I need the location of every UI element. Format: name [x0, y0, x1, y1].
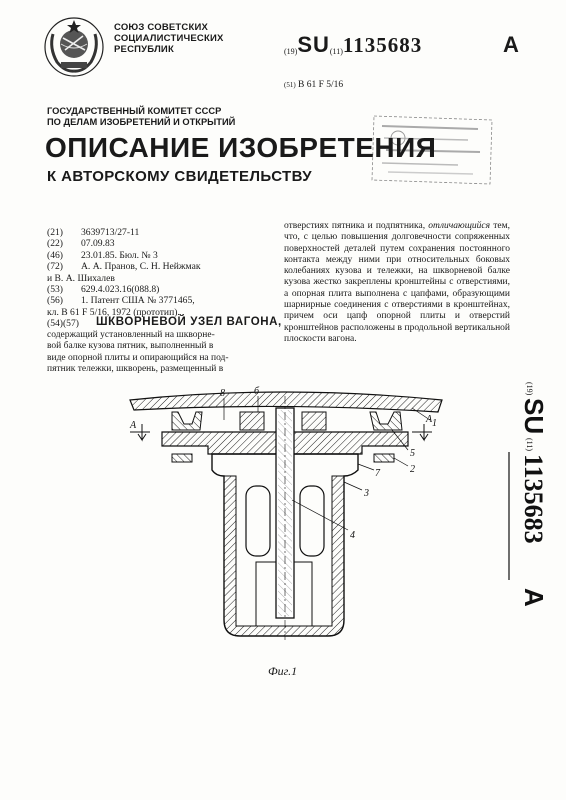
abstract-line: виде опорной плиты и опирающийся на под- [47, 352, 229, 363]
figure-caption: Фиг.1 [268, 664, 298, 678]
ipc-classification [284, 80, 343, 90]
field-code: (21) [47, 227, 63, 238]
country-line: РЕСПУБЛИК [114, 44, 174, 55]
udc-code: 629.4.023.16(088.8) [81, 284, 160, 296]
inventors: А. А. Пранов, С. Н. Нейжмак [81, 261, 201, 273]
pad-right [374, 454, 394, 462]
country-code: SU [297, 32, 330, 57]
side-publication-number [505, 380, 549, 610]
side-code-19: (19) [525, 382, 534, 396]
ipc-code: (51) [284, 81, 296, 89]
bracket-right [370, 412, 402, 430]
label-4: 4 [350, 530, 355, 541]
committee-line: ПО ДЕЛАМ ИЗОБРЕТЕНИЙ И ОТКРЫТИЙ [47, 117, 236, 127]
committee-line: ГОСУДАРСТВЕННЫЙ КОМИТЕТ СССР [47, 106, 222, 116]
cited-reference: 1. Патент США № 3771465, [81, 295, 195, 307]
leader-3 [344, 482, 362, 490]
biblio-row [47, 295, 277, 306]
application-number: 3639713/27-11 [81, 227, 140, 238]
cited-reference-continued: кл. В 61 F 5/16, 1972 (прототип). [47, 306, 180, 318]
technical-drawing [112, 386, 452, 660]
biblio-row [47, 273, 277, 284]
biblio-row [47, 238, 277, 249]
committee-name [47, 106, 235, 128]
abstract-line: содержащий установленный на шкворне- [47, 330, 215, 340]
field-code: (56) [47, 295, 63, 307]
side-kind: A [519, 588, 549, 607]
publication-number [284, 32, 422, 58]
inventors-continued: и В. А. Шихалев [47, 272, 115, 284]
ussr-emblem-icon [43, 16, 105, 78]
field-code: (72) [47, 261, 63, 273]
label-1: 1 [432, 418, 437, 429]
leader-2 [394, 458, 408, 466]
publication-date: 23.01.85. Бюл. № 3 [81, 249, 158, 261]
country-line: СОЦИАЛИСТИЧЕСКИХ [114, 33, 224, 44]
country-name [114, 22, 234, 55]
abstract-distinguishing-term: отличающийся [428, 221, 491, 231]
label-2: 2 [410, 464, 415, 475]
label-8: 8 [220, 388, 225, 399]
abstract-left-column [47, 330, 272, 375]
filing-date: 07.09.83 [81, 238, 115, 250]
document-title: ОПИСАНИЕ ИЗОБРЕТЕНИЯ [45, 132, 437, 163]
abstract-line: пятник тележки, шкворень, размещенный в [47, 363, 224, 374]
side-number: 1135683 [519, 454, 548, 544]
label-section-left: А [130, 420, 137, 431]
pad-left [172, 454, 192, 462]
leader-7 [358, 464, 374, 470]
field-code: (53) [47, 284, 63, 296]
label-5: 5 [410, 448, 415, 459]
code-11: (11) [329, 47, 343, 56]
document-subtitle: К АВТОРСКОМУ СВИДЕТЕЛЬСТВУ [47, 168, 313, 185]
upper-plate-right [302, 412, 326, 430]
label-section-right: А [426, 414, 433, 425]
field-code: (22) [47, 238, 63, 250]
biblio-row [47, 261, 277, 272]
label-b: б [254, 386, 260, 397]
abstract-line: вой балке кузова пятник, выполненный в [47, 341, 214, 352]
abstract-text: тем, что, с целью повышения долговечности сопряженных поверхностей деталей путем сохранения постоянного контакта между ними при относительных боковых колебаниях кузова и тележки, на шкворневой балке кузова жестко закреплены кронштейны с отверстиями, а опорная плита выполнена с цапфами, образующими шарнирные соединения с отверстиями в кронштейнах, причем оси цапф опорной плиты и отверстий кронштейнов расположены в продольной вертикальной плоскости вагона. [284, 221, 511, 344]
patent-number: 1135683 [342, 33, 423, 57]
chamber-left [246, 486, 270, 556]
patent-title: ШКВОРНЕВОЙ УЗЕЛ ВАГОНА, [96, 316, 282, 328]
biblio-row [47, 284, 277, 295]
side-country: SU [519, 398, 549, 435]
ipc-class: B 61 F 5/16 [298, 80, 344, 90]
biblio-row [47, 227, 277, 238]
upper-plate-left [240, 412, 264, 430]
bibliographic-data [47, 227, 277, 318]
side-code-11: (11) [525, 438, 534, 452]
title-field-codes: (54)(57) [47, 318, 79, 329]
code-19: (19) [284, 47, 298, 56]
bracket-left [172, 412, 202, 430]
label-3: 3 [364, 488, 369, 499]
biblio-row [47, 250, 277, 261]
country-line: СОЮЗ СОВЕТСКИХ [114, 22, 209, 33]
abstract-text: отверстиях пятника и подпятника, [284, 221, 426, 231]
label-7: 7 [375, 468, 380, 479]
kind-code: A [503, 32, 519, 57]
field-code: (46) [47, 249, 63, 261]
abstract-right-column [284, 221, 510, 345]
chamber-right [300, 486, 324, 556]
